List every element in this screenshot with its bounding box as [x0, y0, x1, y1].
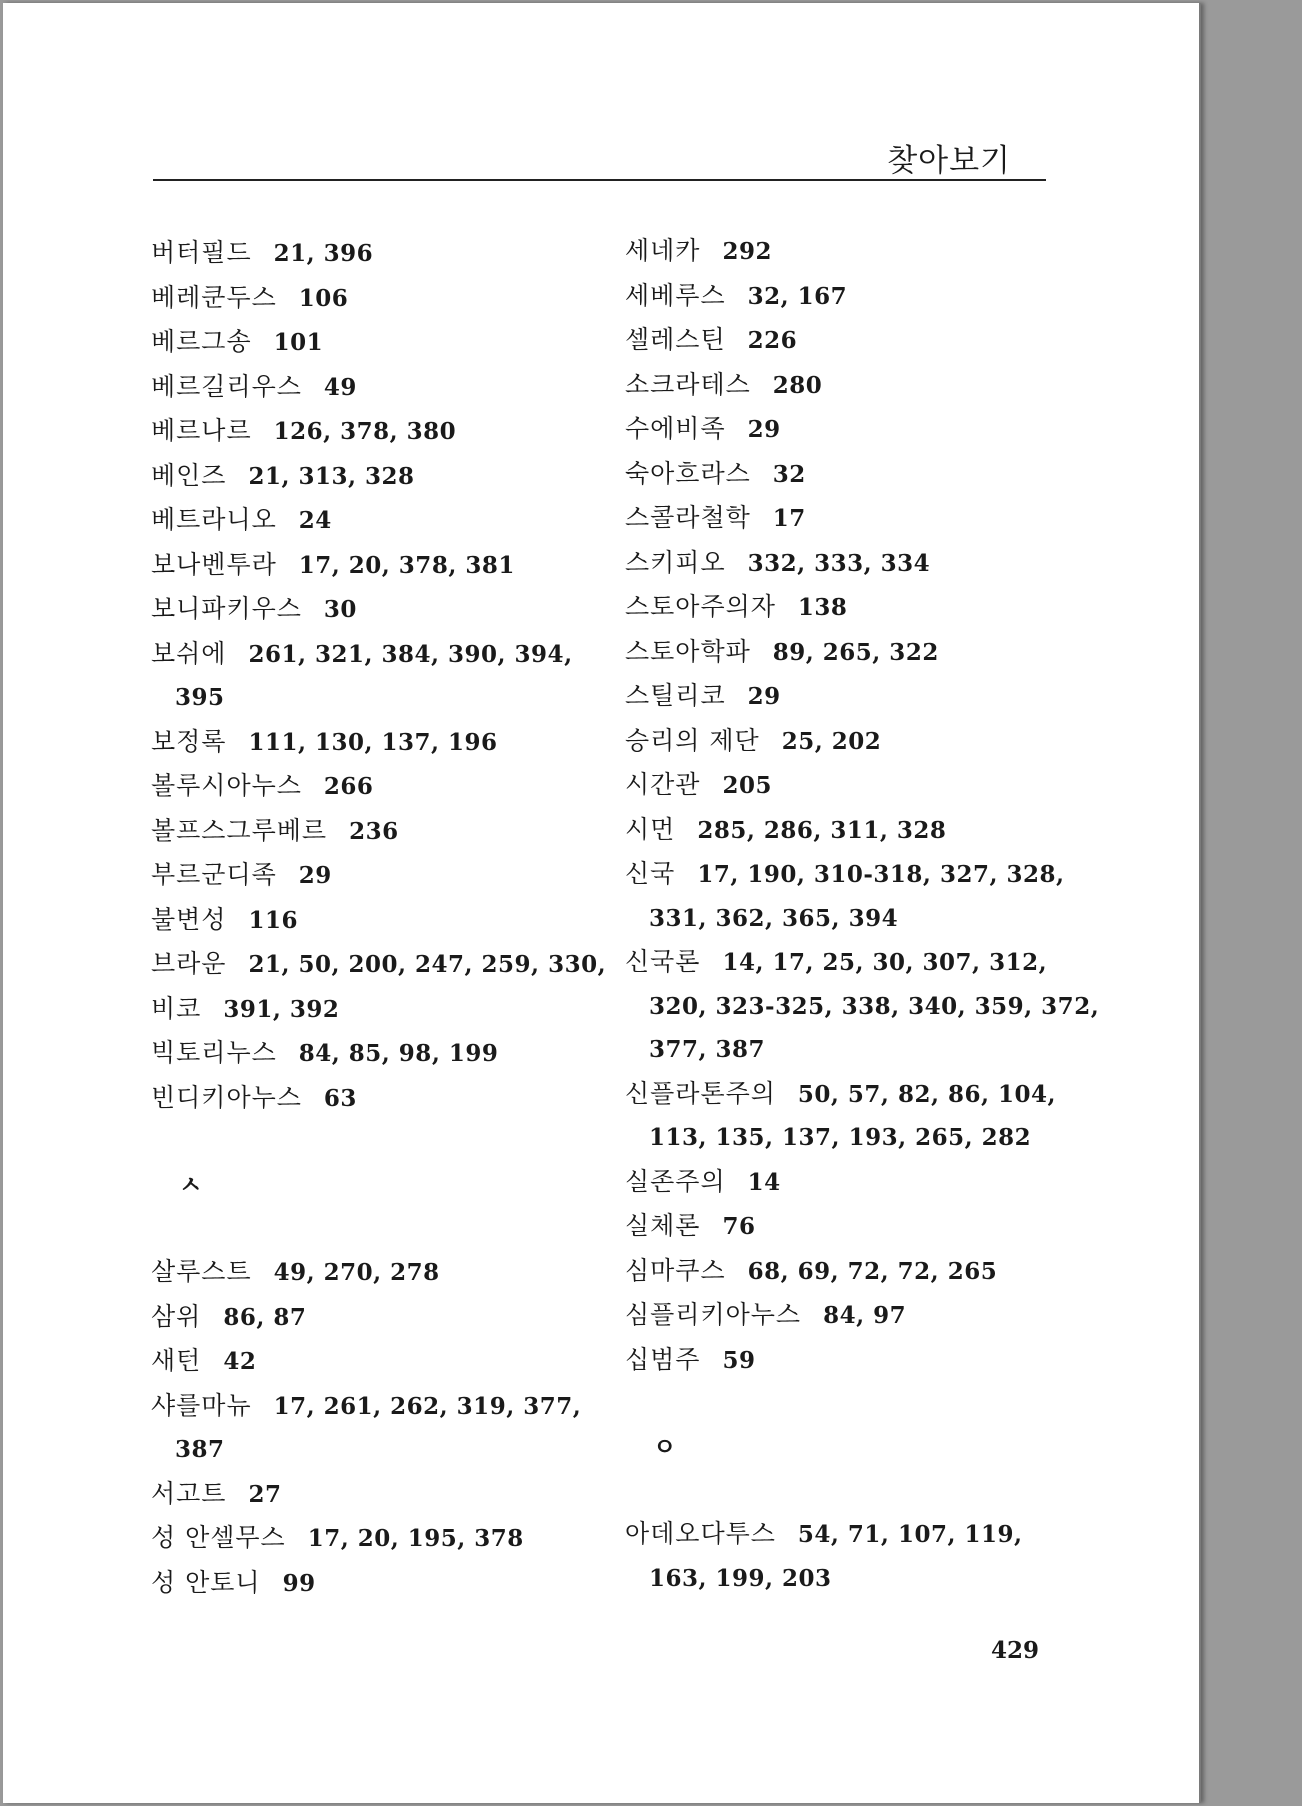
- index-entry: [151, 587, 591, 632]
- index-pages: 50, 57, 82, 86, 104,: [797, 1080, 1057, 1108]
- index-term: 실존주의: [625, 1166, 726, 1196]
- index-entry: [151, 720, 591, 765]
- index-pages: 32: [772, 460, 806, 488]
- index-term: 브라운: [151, 949, 227, 978]
- index-entry: [151, 1472, 591, 1517]
- index-entry: [151, 764, 591, 809]
- index-pages-continuation: 387: [175, 1436, 225, 1463]
- index-term: 볼루시아누스: [151, 771, 302, 800]
- index-pages: 205: [722, 772, 772, 799]
- book-page: [3, 3, 1201, 1803]
- index-term: 승리의 제단: [625, 725, 760, 755]
- index-entry: [625, 274, 1085, 319]
- index-pages: 29: [747, 416, 781, 443]
- index-entry: [151, 1076, 591, 1121]
- index-pages: 49, 270, 278: [273, 1259, 440, 1286]
- index-pages-continuation: 163, 199, 203: [649, 1564, 832, 1592]
- index-entry: [625, 1160, 1085, 1205]
- index-entry: [625, 719, 1085, 764]
- index-column-left: [151, 231, 607, 1605]
- index-term: 심플리키아누스: [625, 1300, 802, 1329]
- index-term: 보나벤투라: [151, 549, 277, 579]
- index-term: 실체론: [625, 1211, 701, 1240]
- index-list-right-top: [625, 229, 1100, 1382]
- index-pages: 17, 190, 310-318, 327, 328,: [697, 861, 1065, 888]
- index-entry: [625, 318, 1085, 363]
- index-entry: [151, 454, 591, 499]
- index-term: 숙아흐라스: [625, 458, 751, 488]
- index-pages: 138: [797, 594, 848, 621]
- index-entry: [625, 852, 1085, 897]
- index-entry: [625, 1512, 1085, 1557]
- index-term: 신플라톤주의: [625, 1078, 776, 1108]
- index-term: 빅토리누스: [151, 1038, 277, 1067]
- index-pages: 285, 286, 311, 328: [697, 816, 947, 844]
- index-term: 베르나르: [151, 416, 252, 445]
- index-entry: [625, 1072, 1085, 1117]
- index-term: 셀레스틴: [625, 325, 726, 354]
- index-term: 스콜라철학: [625, 503, 751, 532]
- index-term: 보쉬에: [151, 638, 227, 668]
- index-pages: 116: [248, 906, 298, 934]
- index-entry: [625, 585, 1085, 630]
- index-pages: 24: [298, 507, 332, 534]
- index-entry: [625, 407, 1085, 452]
- index-pages: 29: [298, 862, 332, 889]
- index-pages: 17: [772, 505, 806, 532]
- index-term: 베르그송: [151, 327, 252, 356]
- index-entry: [151, 1031, 591, 1076]
- index-pages: 17, 261, 262, 319, 377,: [273, 1392, 582, 1420]
- index-term: 수에비족: [625, 414, 726, 443]
- index-entry: [625, 630, 1085, 675]
- index-pages: 101: [273, 329, 324, 356]
- index-term: 서고트: [151, 1478, 227, 1508]
- index-term: 세네카: [625, 236, 701, 265]
- index-term: 시먼: [625, 814, 676, 844]
- index-pages: 59: [722, 1346, 756, 1374]
- index-pages-continuation: 113, 135, 137, 193, 265, 282: [649, 1124, 1032, 1151]
- index-pages: 25, 202: [781, 727, 882, 755]
- index-pages: 126, 378, 380: [273, 418, 457, 445]
- index-pages: 226: [747, 327, 798, 354]
- index-term: 신국론: [625, 947, 701, 976]
- index-pages-continuation: 395: [175, 684, 225, 711]
- index-pages: 280: [772, 371, 823, 399]
- index-term: 볼프스그루베르: [151, 815, 328, 845]
- index-pages: 84, 85, 98, 199: [298, 1040, 499, 1067]
- index-term: 소크라테스: [625, 369, 751, 399]
- index-pages: 68, 69, 72, 72, 265: [747, 1257, 998, 1285]
- index-entry: [625, 541, 1085, 586]
- index-pages: 266: [323, 773, 374, 800]
- index-pages: 27: [248, 1480, 282, 1508]
- index-pages: 21, 313, 328: [248, 462, 415, 490]
- index-entry: [625, 1249, 1085, 1294]
- index-pages: 236: [349, 817, 399, 845]
- index-list-right-bottom: [625, 1512, 1085, 1600]
- index-entry: [151, 898, 591, 943]
- index-entry: [625, 452, 1085, 497]
- index-term: 비코: [151, 993, 202, 1023]
- index-pages: 86, 87: [223, 1303, 307, 1331]
- index-pages: 391, 392: [223, 995, 340, 1023]
- index-pages: 261, 321, 384, 390, 394,: [248, 640, 573, 668]
- index-pages: 84, 97: [823, 1302, 907, 1329]
- index-entry: [151, 1516, 591, 1561]
- index-pages: 99: [282, 1569, 316, 1597]
- index-entry: [151, 1339, 591, 1384]
- index-pages: 89, 265, 322: [772, 638, 939, 666]
- index-pages: 63: [323, 1084, 357, 1112]
- index-pages: 14: [747, 1168, 781, 1196]
- index-term: 십범주: [625, 1344, 701, 1374]
- index-entry: [625, 1293, 1085, 1338]
- index-entry: [151, 231, 591, 276]
- index-pages: 54, 71, 107, 119,: [797, 1521, 1023, 1548]
- index-term: 스토아주의자: [625, 592, 776, 621]
- index-term: 심마쿠스: [625, 1255, 726, 1285]
- index-term: 성 안토니: [151, 1567, 261, 1597]
- index-entry: [151, 1384, 591, 1429]
- header-rule: [153, 179, 1046, 181]
- index-entry: [151, 409, 591, 454]
- index-entry: [151, 942, 607, 987]
- index-entry: [625, 496, 1085, 541]
- index-term: 빈디키아누스: [151, 1082, 302, 1112]
- index-term: 베인즈: [151, 460, 227, 490]
- index-entry: [151, 276, 591, 321]
- index-entry: [151, 632, 591, 677]
- index-list-left-top: [151, 231, 607, 1120]
- index-column-right: [625, 229, 1100, 1600]
- index-term: 샤를마뉴: [151, 1390, 252, 1420]
- section-letter-ieung: ㅇ: [653, 1433, 677, 1461]
- index-entry: [151, 498, 591, 543]
- index-pages-continuation: 320, 323-325, 338, 340, 359, 372,: [649, 992, 1100, 1020]
- index-term: 보정록: [151, 726, 227, 756]
- index-entry: [625, 674, 1085, 719]
- index-term: 살루스트: [151, 1257, 252, 1286]
- index-term: 베트라니오: [151, 505, 277, 534]
- index-term: 베레쿤두스: [151, 282, 277, 312]
- index-pages: 17, 20, 195, 378: [307, 1525, 524, 1552]
- index-entry: [151, 365, 591, 410]
- index-term: 신국: [625, 859, 676, 888]
- index-entry: [625, 1338, 1085, 1383]
- index-term: 스토아학파: [625, 636, 751, 666]
- index-term: 불변성: [151, 904, 227, 934]
- index-pages: 29: [747, 683, 781, 710]
- index-entry: [625, 808, 1085, 853]
- index-entry: [625, 763, 1085, 808]
- index-pages-continuation: 331, 362, 365, 394: [649, 904, 899, 932]
- index-entry: [151, 1250, 591, 1295]
- index-entry: [151, 1561, 591, 1606]
- index-term: 스키피오: [625, 547, 726, 577]
- index-pages: 106: [298, 284, 349, 312]
- index-pages: 76: [722, 1213, 756, 1240]
- index-term: 시간관: [625, 770, 701, 799]
- index-term: 보니파키우스: [151, 594, 302, 623]
- index-entry: [151, 853, 591, 898]
- index-term: 버터필드: [151, 238, 252, 267]
- index-term: 베르길리우스: [151, 371, 302, 401]
- index-pages: 292: [722, 238, 772, 265]
- index-entry: [625, 1204, 1085, 1249]
- index-term: 성 안셀무스: [151, 1523, 286, 1552]
- index-entry: [151, 809, 591, 854]
- index-pages: 14, 17, 25, 30, 307, 312,: [722, 949, 1048, 976]
- index-list-left-bottom: [151, 1250, 591, 1605]
- index-term: 부르군디족: [151, 860, 277, 889]
- index-entry: [151, 987, 591, 1032]
- index-pages-continuation: 377, 387: [649, 1036, 766, 1063]
- index-entry: [151, 1295, 591, 1340]
- index-term: 세베루스: [625, 280, 726, 310]
- index-entry: [625, 363, 1085, 408]
- index-pages: 32, 167: [747, 282, 848, 310]
- index-term: 스틸리코: [625, 681, 726, 710]
- index-term: 새턴: [151, 1346, 202, 1375]
- running-header-title: 찾아보기: [887, 143, 1011, 179]
- index-pages: 17, 20, 378, 381: [298, 551, 515, 579]
- index-pages: 49: [323, 373, 357, 401]
- index-term: 아데오다투스: [625, 1519, 776, 1548]
- index-pages: 30: [323, 596, 357, 623]
- index-pages: 332, 333, 334: [747, 549, 931, 577]
- index-term: 삼위: [151, 1301, 202, 1331]
- index-pages: 111, 130, 137, 196: [248, 728, 498, 756]
- index-pages: 21, 396: [273, 240, 374, 267]
- index-entry: [151, 320, 591, 365]
- index-entry: [625, 229, 1085, 274]
- section-letter-siot: ㅅ: [179, 1171, 203, 1199]
- index-pages: 21, 50, 200, 247, 259, 330,: [248, 951, 607, 978]
- index-entry: [151, 543, 591, 588]
- index-entry: [625, 940, 1085, 985]
- page-number: 429: [991, 1637, 1040, 1664]
- index-pages: 42: [223, 1348, 257, 1375]
